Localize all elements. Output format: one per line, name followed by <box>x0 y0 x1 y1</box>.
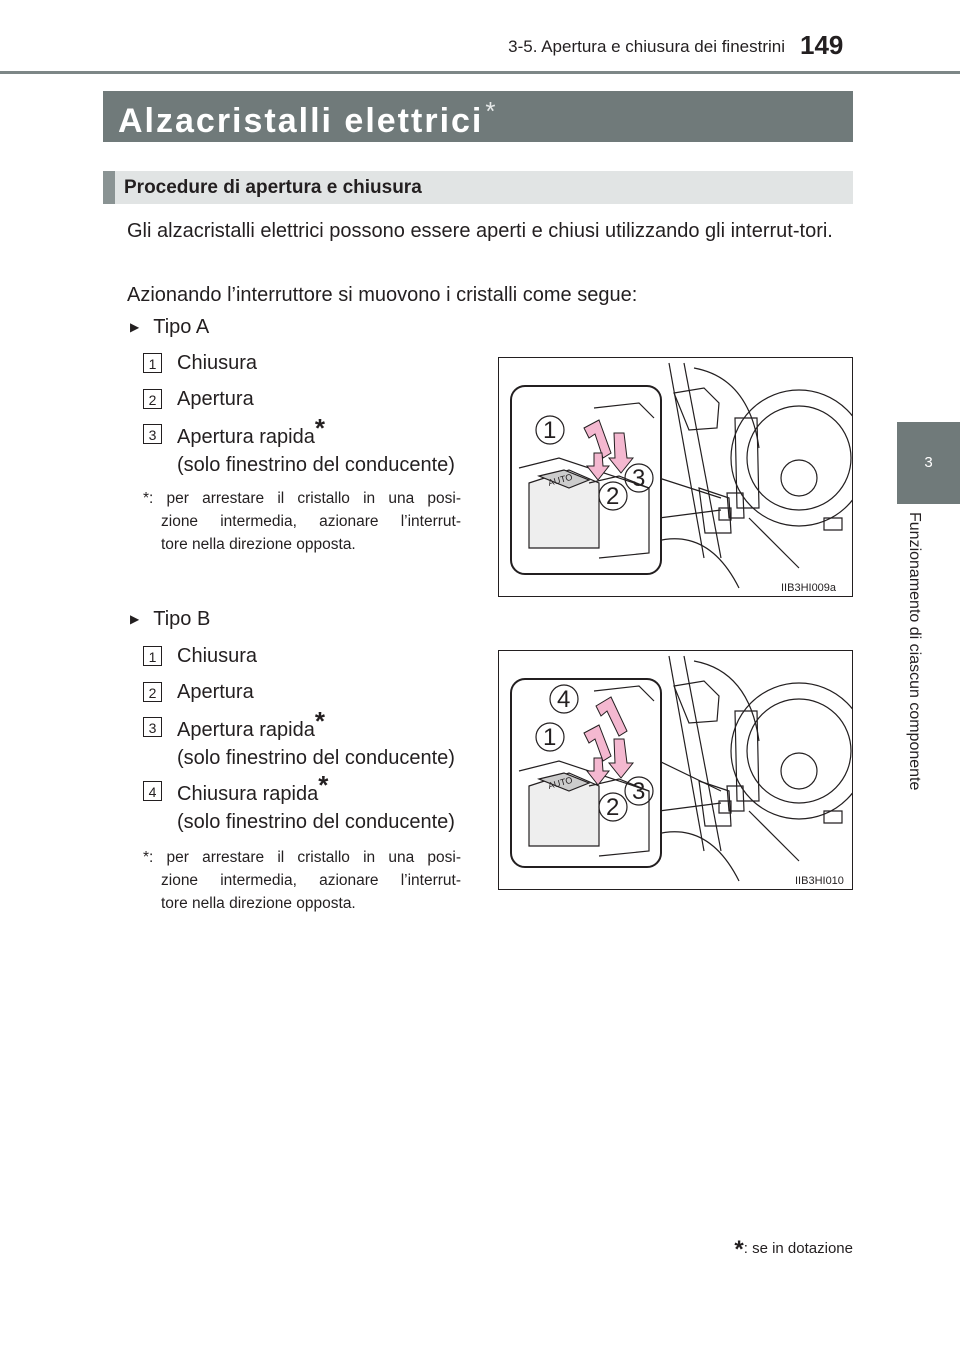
callout-number: 3 <box>632 778 646 805</box>
item-number-box: 1 <box>143 646 162 666</box>
window-switch-illustration <box>499 651 852 889</box>
note-line: *: per arrestare il cristallo in una posi- <box>143 490 461 507</box>
note-line: *: per arrestare il cristallo in una posi- <box>143 849 461 866</box>
note-line: zione intermedia, azionare l’interrut- <box>161 872 461 889</box>
type-a-item-quick-open-sub: (solo finestrino del conducente) <box>177 454 455 476</box>
type-b-item-quick-open-label: Apertura rapida <box>177 719 315 741</box>
figure-code: IIB3HI009a <box>781 582 837 594</box>
type-b-item-quick-close <box>177 770 329 806</box>
chapter-tab: 3 <box>897 422 960 504</box>
auto-label: AUTO <box>546 471 574 488</box>
callout-number: 4 <box>557 686 571 713</box>
callout-number: 3 <box>632 465 646 492</box>
page-footnote <box>700 1236 853 1264</box>
item-number-box: 4 <box>143 781 162 801</box>
type-b-item-quick-close-sub: (solo finestrino del conducente) <box>177 811 455 833</box>
type-a-label: Tipo A <box>153 316 210 338</box>
page-number: 149 <box>800 30 844 60</box>
chapter-title-text: Funzionamento di ciascun componente <box>906 512 923 791</box>
running-head: 3-5. Apertura e chiusura dei finestrini <box>508 37 785 56</box>
triangle-bullet-icon: ▶ <box>130 320 140 334</box>
type-a-heading <box>130 316 209 339</box>
type-b-item-quick-open <box>177 706 325 742</box>
section-title <box>118 96 498 141</box>
type-a-item-open: Apertura <box>177 388 254 410</box>
instruction-paragraph: Azionando l’interruttore si muovono i cristalli come segue: <box>127 284 638 306</box>
type-b-note <box>143 846 461 915</box>
figure-type-a <box>498 357 853 597</box>
type-a-note <box>143 487 461 556</box>
title-optional-mark: * <box>485 96 498 126</box>
subsection-accent <box>103 171 115 204</box>
asterisk-mark: * <box>314 413 325 443</box>
callout-number: 1 <box>543 724 557 751</box>
subsection-title: Procedure di apertura e chiusura <box>124 177 422 198</box>
asterisk-mark: * <box>314 706 325 736</box>
callout-number: 1 <box>543 417 557 444</box>
type-a-item-close: Chiusura <box>177 352 258 374</box>
note-line: tore nella direzione opposta. <box>161 895 356 912</box>
window-switch-illustration <box>499 358 852 596</box>
callout-number: 2 <box>606 483 620 510</box>
type-b-item-open: Apertura <box>177 681 254 703</box>
type-b-item-quick-open-sub: (solo finestrino del conducente) <box>177 747 455 769</box>
footnote-text: : se in dotazione <box>743 1240 853 1257</box>
header-rule <box>0 71 960 74</box>
type-b-heading <box>130 608 210 631</box>
type-b-item-quick-close-label: Chiusura rapida <box>177 783 319 805</box>
callout-number: 2 <box>606 794 620 821</box>
note-line: zione intermedia, azionare l’interrut- <box>161 513 461 530</box>
footnote-mark: * <box>734 1236 744 1263</box>
triangle-bullet-icon: ▶ <box>130 612 140 626</box>
chapter-title-vertical <box>906 512 943 832</box>
auto-label: AUTO <box>546 774 574 791</box>
item-number-box: 2 <box>143 389 162 409</box>
intro-paragraph: Gli alzacristalli elettrici possono essere aperti e chiusi utilizzando gli interrut-tori. <box>127 220 833 242</box>
type-a-item-quick-open-label: Apertura rapida <box>177 426 315 448</box>
item-number-box: 2 <box>143 682 162 702</box>
figure-type-b <box>498 650 853 890</box>
item-number-box: 1 <box>143 353 162 373</box>
item-number-box: 3 <box>143 717 162 737</box>
type-b-item-close: Chiusura <box>177 645 258 667</box>
section-title-label: Alzacristalli elettrici <box>118 102 484 140</box>
item-number-box: 3 <box>143 424 162 444</box>
asterisk-mark: * <box>318 770 329 800</box>
note-line: tore nella direzione opposta. <box>161 536 356 553</box>
figure-code: IIB3HI010 <box>795 875 844 887</box>
type-b-label: Tipo B <box>153 608 211 630</box>
type-a-item-quick-open <box>177 413 325 449</box>
